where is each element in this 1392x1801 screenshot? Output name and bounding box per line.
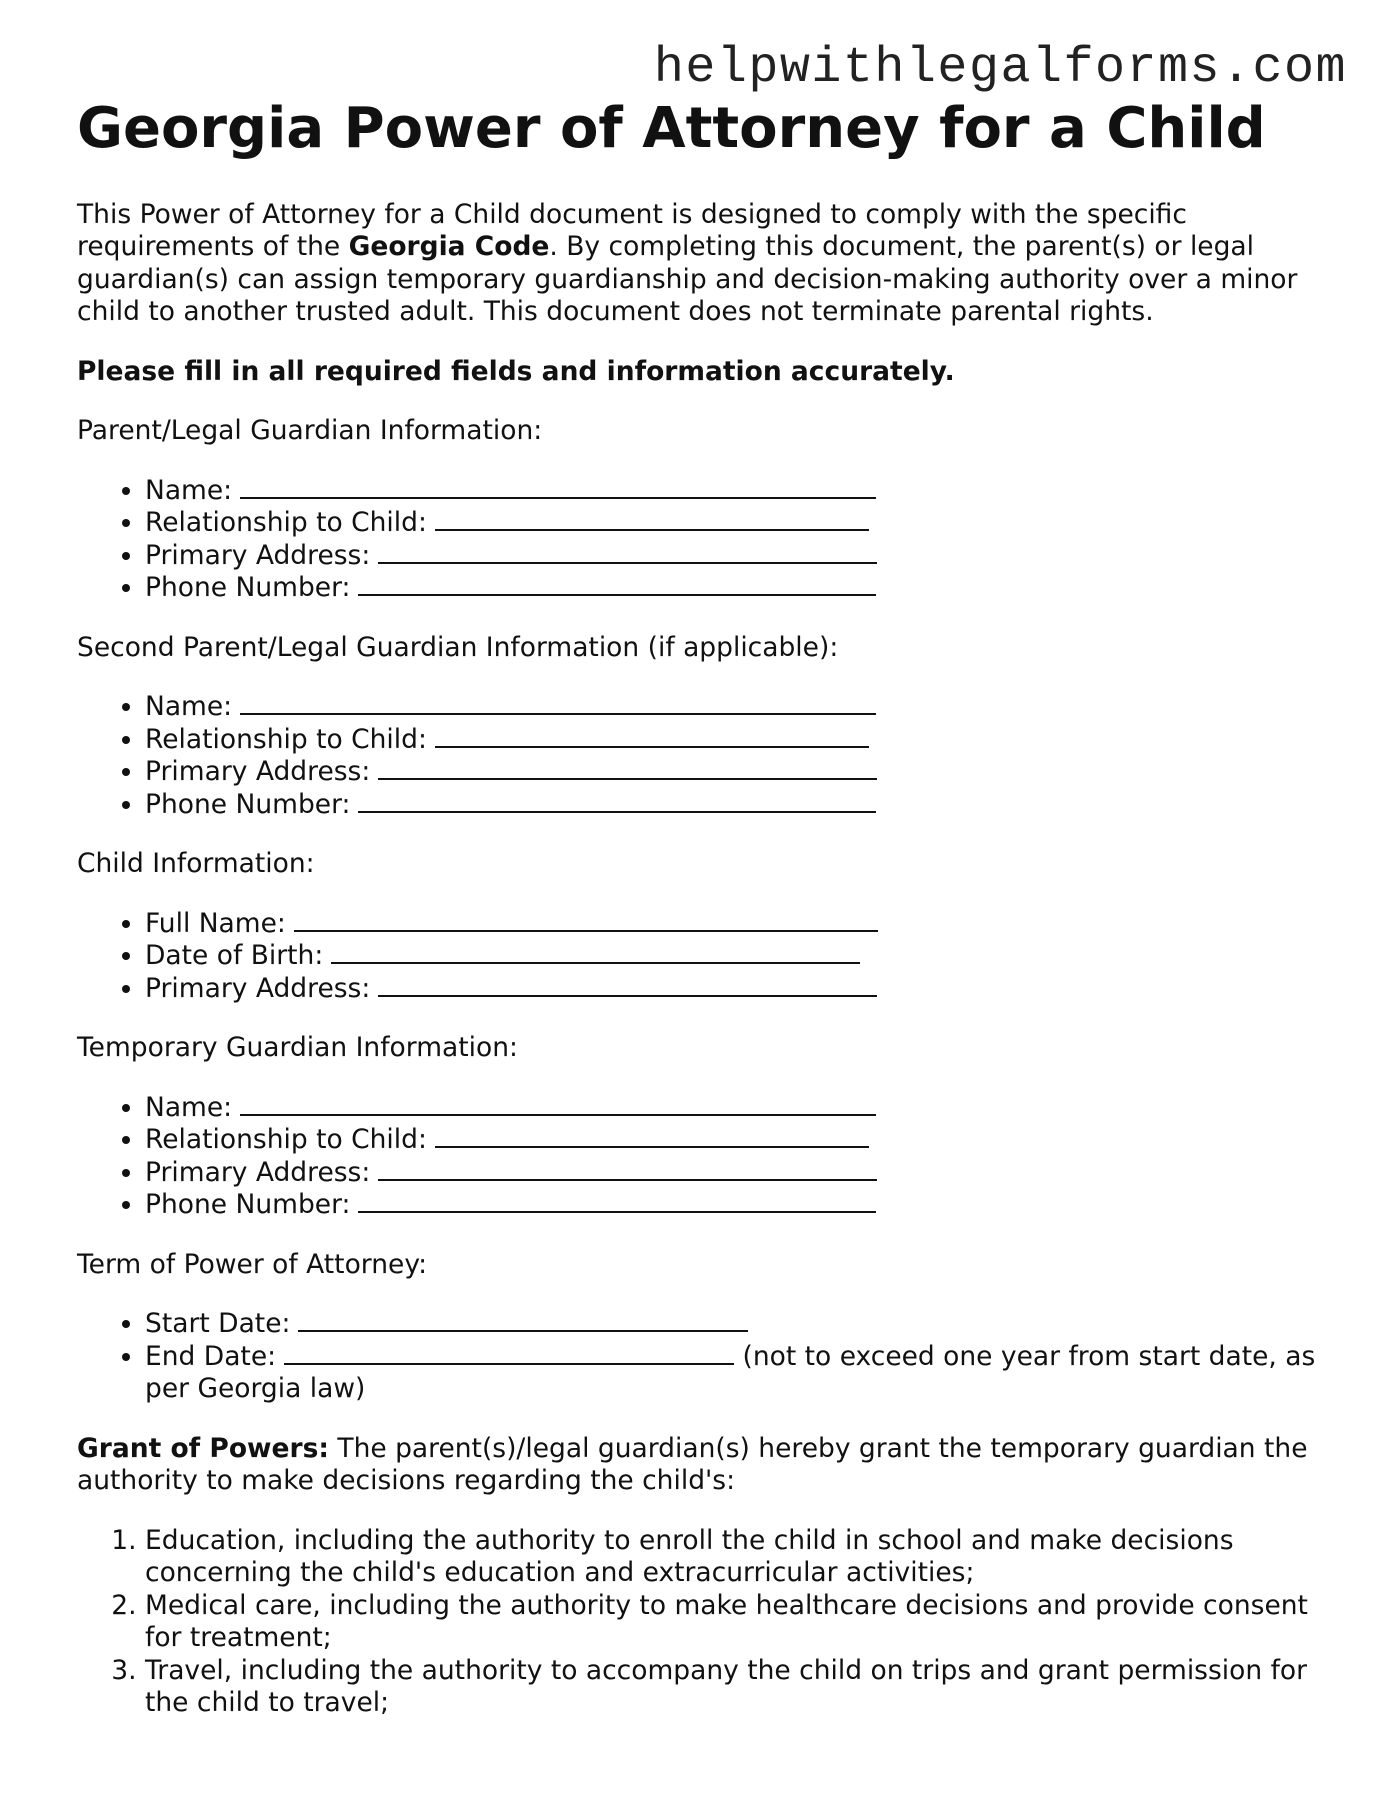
list-item — [145, 908, 1317, 941]
list-item — [145, 1157, 1317, 1190]
list-item — [145, 724, 1317, 757]
field-label: Name: — [145, 691, 233, 723]
parent-name-field[interactable] — [240, 475, 876, 499]
parent-section-label: Parent/Legal Guardian Information: — [77, 415, 543, 447]
intro-text-2: . By completing this document, the parent(s) or legal guardian(s) can assign temporary guardianship and decision-making authority over a minor child to another trusted adult. This document does not terminate parental rights. — [77, 231, 1298, 328]
list-item — [145, 940, 1317, 973]
georgia-code-term: Georgia Code — [348, 231, 550, 263]
list-item: 3. Travel, including the authority to accompany the child on trips and grant permission for the child to travel; — [145, 1655, 1317, 1720]
grant-paragraph — [77, 1433, 1317, 1498]
guardian-section-label: Temporary Guardian Information: — [77, 1032, 518, 1064]
child-section-label: Child Information: — [77, 848, 315, 880]
guardian-address-field[interactable] — [378, 1157, 877, 1181]
intro-text-1: This Power of Attorney for a Child document is designed to comply with the specific requirements of the — [77, 198, 1187, 263]
site-watermark: helpwithlegalforms.com — [653, 40, 1347, 97]
child-address-field[interactable] — [378, 973, 877, 997]
second-parent-address-field[interactable] — [378, 756, 877, 780]
field-label: Relationship to Child: — [145, 1124, 427, 1156]
field-label: Phone Number: — [145, 1189, 351, 1221]
list-item — [145, 572, 1317, 605]
list-item — [145, 789, 1317, 822]
second-parent-phone-field[interactable] — [358, 789, 876, 813]
parent-phone-field[interactable] — [358, 572, 876, 596]
field-label: End Date: — [145, 1340, 277, 1372]
list-item — [145, 1308, 1317, 1341]
parent-relationship-field[interactable] — [435, 507, 869, 531]
start-date-field[interactable] — [298, 1308, 748, 1332]
list-item — [145, 1092, 1317, 1125]
second-parent-name-field[interactable] — [240, 691, 876, 715]
term-fields-list — [77, 1308, 1317, 1406]
field-label: Full Name: — [145, 907, 286, 939]
field-label: Phone Number: — [145, 572, 351, 604]
list-item — [145, 540, 1317, 573]
guardian-fields-list — [77, 1092, 1317, 1222]
child-full-name-field[interactable] — [294, 908, 878, 932]
parent-address-field[interactable] — [378, 540, 877, 564]
fill-notice: Please fill in all required fields and information accurately. — [77, 355, 955, 387]
field-label: Date of Birth: — [145, 940, 324, 972]
end-date-field[interactable] — [284, 1341, 734, 1365]
document-title: Georgia Power of Attorney for a Child — [77, 96, 1266, 161]
list-item: 2. Medical care, including the authority to make healthcare decisions and provide consent for treatment; — [145, 1590, 1317, 1655]
list-item — [145, 1341, 1317, 1406]
parent-fields-list — [77, 475, 1317, 605]
child-dob-field[interactable] — [331, 940, 860, 964]
list-item: 1. Education, including the authority to enroll the child in school and make decisions concerning the child's education and extracurricular activities; — [145, 1525, 1317, 1590]
child-fields-list — [77, 908, 1317, 1006]
list-item — [145, 475, 1317, 508]
document-page — [77, 40, 1317, 1720]
field-label: Name: — [145, 474, 233, 506]
grant-heading: Grant of Powers: — [77, 1432, 329, 1464]
field-label: Primary Address: — [145, 972, 371, 1004]
list-item — [145, 691, 1317, 724]
list-item — [145, 756, 1317, 789]
field-label: Phone Number: — [145, 788, 351, 820]
field-label: Name: — [145, 1091, 233, 1123]
powers-list — [77, 1525, 1317, 1720]
end-date-note: (not to exceed one year from start date, as per Georgia law) — [145, 1340, 1316, 1405]
field-label: Primary Address: — [145, 1156, 371, 1188]
second-parent-fields-list — [77, 691, 1317, 821]
intro-paragraph — [77, 199, 1317, 329]
list-item — [145, 973, 1317, 1006]
field-label: Relationship to Child: — [145, 723, 427, 755]
grant-text: The parent(s)/legal guardian(s) hereby grant the temporary guardian the authority to make decisions regarding the child's: — [77, 1432, 1308, 1497]
second-parent-relationship-field[interactable] — [435, 724, 869, 748]
guardian-phone-field[interactable] — [358, 1189, 876, 1213]
second-parent-section-label: Second Parent/Legal Guardian Information (if applicable): — [77, 631, 839, 663]
guardian-name-field[interactable] — [240, 1092, 876, 1116]
term-section-label: Term of Power of Attorney: — [77, 1248, 427, 1280]
list-item — [145, 507, 1317, 540]
field-label: Relationship to Child: — [145, 507, 427, 539]
field-label: Start Date: — [145, 1308, 291, 1340]
list-item — [145, 1189, 1317, 1222]
field-label: Primary Address: — [145, 539, 371, 571]
list-item — [145, 1124, 1317, 1157]
guardian-relationship-field[interactable] — [435, 1124, 869, 1148]
field-label: Primary Address: — [145, 756, 371, 788]
